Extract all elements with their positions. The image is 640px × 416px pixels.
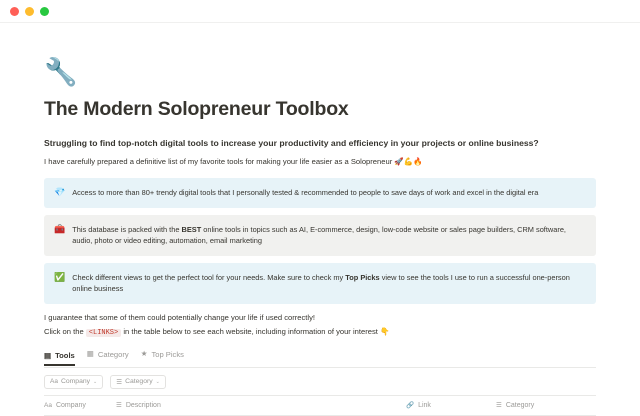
column-header-description[interactable]: [116, 401, 406, 409]
callout-access: [44, 178, 596, 208]
chevron-down-icon: ⌄: [155, 378, 160, 385]
tab-category[interactable]: [87, 350, 129, 362]
page-content: [0, 23, 640, 416]
diamond-icon: 💎: [54, 187, 66, 197]
text-lines-icon: ☰: [116, 402, 122, 409]
table-icon: ▤: [44, 350, 52, 360]
close-window-button[interactable]: [10, 7, 19, 16]
tab-top-picks[interactable]: [141, 350, 184, 362]
link-icon: 🔗: [406, 402, 415, 409]
zoom-window-button[interactable]: [40, 7, 49, 16]
page-subtitle: I have carefully prepared a definitive list of my favorite tools for making your life easier as a Solopreneur 🚀💪🔥: [44, 157, 423, 166]
click-note: Click on the <LINKS> in the table below to see each website, including information of your interest 👇: [44, 327, 390, 337]
text-property-icon: Aa: [44, 401, 52, 409]
filter-chip-company[interactable]: [44, 375, 103, 389]
tab-top-picks-label: Top Picks: [151, 349, 184, 359]
tab-category-label: Category: [97, 349, 129, 359]
callout-access-text: Access to more than 80+ trendy digital tools that I personally tested & recommended to people to save days of work and excel in the digital era: [72, 188, 539, 197]
table-header-row: [44, 395, 596, 416]
star-icon: ★: [140, 349, 148, 358]
column-header-link-label: Link: [418, 401, 431, 409]
page-lede: Struggling to find top-notch digital tools to increase your productivity and efficiency in your projects or online business?: [44, 138, 539, 148]
multiselect-property-icon: ☰: [116, 378, 123, 386]
callout-views: [44, 263, 596, 304]
text-property-icon: Aa: [50, 378, 58, 385]
links-code-tag: <LINKS>: [86, 329, 121, 337]
filter-chip-category-label: Category: [125, 378, 153, 385]
column-header-category-label: Category: [505, 401, 535, 409]
callout-views-text: Check different views to get the perfect tool for your needs. Make sure to check my Top Picks view to see the tools I use to run a successful one-person online business: [72, 272, 570, 293]
column-header-link[interactable]: [406, 401, 496, 409]
multiselect-property-icon: ☰: [496, 402, 502, 409]
filter-chip-category[interactable]: [110, 375, 166, 389]
chevron-down-icon: ⌄: [93, 378, 98, 385]
tab-tools-label: Tools: [55, 351, 75, 360]
board-icon: ▦: [86, 349, 94, 358]
tab-tools[interactable]: [44, 351, 75, 366]
page-title: The Modern Solopreneur Toolbox: [44, 98, 349, 120]
window-titlebar: [0, 0, 640, 23]
callout-database-text: This database is packed with the BEST online tools in topics such as AI, E-commerce, design, low-code website or sales page builders, CRM software, audio, photo or video editing, automation, email marketing: [72, 224, 566, 245]
column-header-company[interactable]: [44, 402, 116, 409]
column-header-description-label: Description: [125, 401, 161, 409]
column-header-company-label: Company: [55, 401, 86, 409]
callout-database: [44, 215, 596, 256]
filter-chips: [44, 368, 596, 395]
column-header-category[interactable]: [496, 401, 596, 409]
database-view-tabs: [44, 350, 596, 368]
toolbox-icon: 🧰: [54, 223, 66, 234]
guarantee-note: I guarantee that some of them could potentially change your life if used correctly!: [44, 312, 315, 322]
check-icon: ✅: [54, 271, 66, 282]
wrench-icon[interactable]: 🔧: [44, 57, 78, 87]
filter-chip-company-label: Company: [60, 378, 91, 385]
minimize-window-button[interactable]: [25, 7, 34, 16]
